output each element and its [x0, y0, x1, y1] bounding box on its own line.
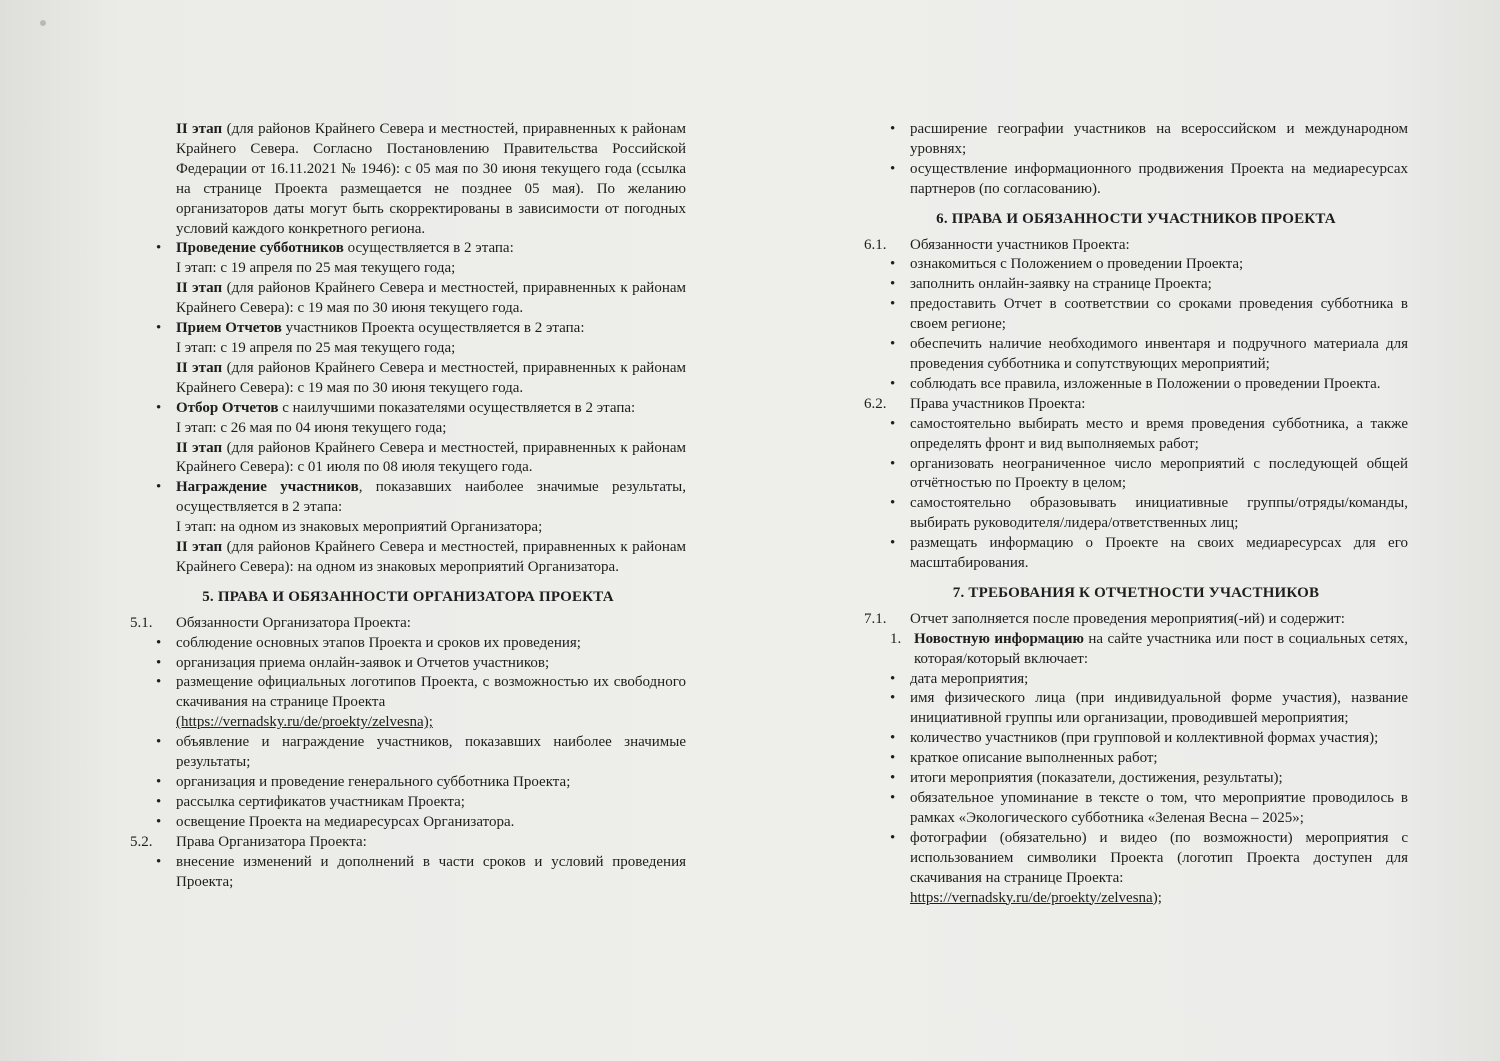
intro-stage2 — [130, 120, 686, 239]
participant-rights-list — [864, 415, 1408, 574]
duty-item: • предоставить Отчет в соответствии со сроками проведения субботника в своем регионе; — [864, 295, 1408, 335]
duty-item: • объявление и награждение участников, показавших наиболее значимые результаты; — [130, 733, 686, 773]
clause-6-2 — [864, 395, 1408, 415]
duty-item: • ознакомиться с Положением о проведении Проекта; — [864, 255, 1408, 275]
stage1-text: I этап: с 19 апреля по 25 мая текущего года; — [176, 339, 456, 356]
schedule-item-title: Проведение субботников — [176, 240, 344, 257]
right-column — [864, 120, 1408, 908]
scan-speck — [40, 20, 46, 26]
schedule-item-title: Отбор Отчетов — [176, 399, 279, 416]
participant-duties-list — [864, 255, 1408, 394]
stage2-label: II этап — [176, 359, 223, 376]
clause-number: 6.1. — [864, 236, 887, 253]
right-item: • размещать информацию о Проекте на своих медиаресурсах для его масштабирования. — [864, 534, 1408, 574]
clause-text: Отчет заполняется после проведения мероприятия(-ий) и содержит: — [910, 610, 1345, 627]
schedule-item-text: , показавших наиболее значимые результаты, осуществляется в 2 этапа: — [176, 479, 686, 516]
item-text: фотографии (обязательно) и видео (по возможности) мероприятия с использованием символики Проекта (логотип Проекта доступен для скачивания на странице Проекта: — [910, 829, 1408, 886]
clause-5-2 — [130, 833, 686, 853]
schedule-item-text: участников Проекта осуществляется в 2 этапа: — [281, 320, 585, 337]
organizer-duties-list — [130, 634, 686, 833]
duty-item: • заполнить онлайн-заявку на странице Проекта; — [864, 275, 1408, 295]
duty-item: • организация приема онлайн-заявок и Отчетов участников; — [130, 654, 686, 674]
stage2-text: (для районов Крайнего Севера и местностей, приравненных к районам Крайнего Севера. Согласно Постановлению Правительства Российской Федерации от 16.11.2021 № 1946): с 05 мая по 30 июня текущего года (ссылка на странице Проекта размещается не позднее 05 мая). По желанию организаторов даты могут быть скорректированы в зависимости от погодных условий каждого конкретного региона. — [176, 121, 686, 237]
stage2-text: (для районов Крайнего Севера и местностей, приравненных к районам Крайнего Севера): на одном из знаковых мероприятий Организатора. — [176, 539, 686, 575]
stage2-label: II этап — [176, 121, 223, 137]
clause-number: 6.2. — [864, 395, 887, 412]
clause-text: Права Организатора Проекта: — [176, 833, 367, 850]
schedule-item-text: осуществляется в 2 этапа: — [343, 240, 514, 257]
duty-item: • обеспечить наличие необходимого инвентаря и подручного материала для проведения субботника и сопутствующих мероприятий; — [864, 335, 1408, 375]
report-item: • краткое описание выполненных работ; — [864, 749, 1408, 769]
duty-item: • освещение Проекта на медиаресурсах Организатора. — [130, 813, 686, 833]
logos-link[interactable]: (https://vernadsky.ru/de/proekty/zelvesna); — [176, 714, 433, 731]
schedule-item-text: с наилучшими показателями осуществляется в 2 этапа: — [278, 399, 636, 416]
right-item: • осуществление информационного продвижения Проекта на медиаресурсах партнеров (по согласованию). — [864, 160, 1408, 200]
stage1-text: I этап: с 19 апреля по 25 мая текущего года; — [176, 260, 456, 277]
report-item: • количество участников (при групповой и коллективной формах участия); — [864, 729, 1408, 749]
schedule-item — [130, 239, 686, 319]
right-item: • организовать неограниченное число мероприятий с последующей общей отчётностью по Проекту в целом; — [864, 455, 1408, 495]
schedule-item-title: Прием Отчетов — [176, 320, 282, 337]
report-item: • обязательное упоминание в тексте о том, что мероприятие проводилось в рамках «Экологического субботника «Зеленая Весна – 2025»; — [864, 789, 1408, 829]
report-item: • имя физического лица (при индивидуальной форме участия), название инициативной группы или организации, проводившей мероприятия; — [864, 689, 1408, 729]
schedule-item — [130, 319, 686, 399]
project-link[interactable]: https://vernadsky.ru/de/proekty/zelvesna); — [910, 889, 1162, 906]
clause-6-1 — [864, 236, 1408, 256]
organizer-rights-continued-list — [864, 120, 1408, 200]
clause-text: Обязанности Организатора Проекта: — [176, 614, 411, 631]
duty-text: размещение официальных логотипов Проекта, с возможностью их свободного скачивания на странице Проекта — [176, 674, 686, 711]
clause-5-1 — [130, 614, 686, 634]
duty-item: • рассылка сертификатов участникам Проекта; — [130, 793, 686, 813]
report-numbered-list — [864, 630, 1408, 670]
clause-text: Права участников Проекта: — [910, 395, 1086, 412]
right-item: • расширение географии участников на всероссийском и международном уровнях; — [864, 120, 1408, 160]
stage2-label: II этап — [176, 539, 223, 556]
schedule-item — [130, 399, 686, 479]
stage1-text: I этап: на одном из знаковых мероприятий Организатора; — [176, 519, 543, 536]
duty-item: • организация и проведение генерального субботника Проекта; — [130, 773, 686, 793]
duty-item: • соблюдение основных этапов Проекта и сроков их проведения; — [130, 634, 686, 654]
clause-7-1 — [864, 610, 1408, 630]
stage2-text: (для районов Крайнего Севера и местностей, приравненных к районам Крайнего Севера): с 01 июля по 08 июля текущего года. — [176, 439, 686, 476]
item-number: 1. — [890, 630, 902, 647]
duty-item: • соблюдать все правила, изложенные в Положении о проведении Проекта. — [864, 375, 1408, 395]
right-item: • самостоятельно образовывать инициативные группы/отряды/команды, выбирать руководителя/лидера/ответственных лиц; — [864, 494, 1408, 534]
report-item-news — [864, 630, 1408, 670]
right-item: • внесение изменений и дополнений в части сроков и условий проведения Проекта; — [130, 853, 686, 893]
clause-text: Обязанности участников Проекта: — [910, 236, 1130, 253]
schedule-item — [130, 478, 686, 578]
stage2-text: (для районов Крайнего Севера и местностей, приравненных к районам Крайнего Севера): с 19 мая по 30 июня текущего года. — [176, 280, 686, 317]
section-7-heading: 7. ТРЕБОВАНИЯ К ОТЧЕТНОСТИ УЧАСТНИКОВ — [952, 584, 1320, 601]
stage2-text: (для районов Крайнего Севера и местностей, приравненных к районам Крайнего Севера): с 19 мая по 30 июня текущего года. — [176, 359, 686, 396]
report-item: • итоги мероприятия (показатели, достижения, результаты); — [864, 769, 1408, 789]
organizer-rights-list — [130, 853, 686, 893]
clause-number: 7.1. — [864, 610, 887, 627]
left-column — [130, 120, 686, 892]
stage1-text: I этап: с 26 мая по 04 июня текущего года; — [176, 419, 447, 436]
stage2-label: II этап — [176, 439, 223, 456]
clause-number: 5.1. — [130, 614, 153, 631]
item-title: Новостную информацию — [914, 630, 1084, 647]
section-6-heading: 6. ПРАВА И ОБЯЗАННОСТИ УЧАСТНИКОВ ПРОЕКТА — [936, 210, 1336, 227]
stage2-label: II этап — [176, 280, 223, 297]
section-5-heading: 5. ПРАВА И ОБЯЗАННОСТИ ОРГАНИЗАТОРА ПРОЕКТА — [202, 588, 614, 605]
report-item: • дата мероприятия; — [864, 670, 1408, 690]
item-text: на сайте участника или пост в социальных сетях, которая/который включает: — [914, 630, 1408, 667]
right-item: • самостоятельно выбирать место и время проведения субботника, а также определять фронт и вид выполняемых работ; — [864, 415, 1408, 455]
report-item-photos — [864, 829, 1408, 909]
duty-item-logos — [130, 673, 686, 733]
report-contents-list — [864, 670, 1408, 909]
clause-number: 5.2. — [130, 833, 153, 850]
schedule-item-title: Награждение участников — [176, 479, 359, 496]
schedule-list — [130, 239, 686, 577]
